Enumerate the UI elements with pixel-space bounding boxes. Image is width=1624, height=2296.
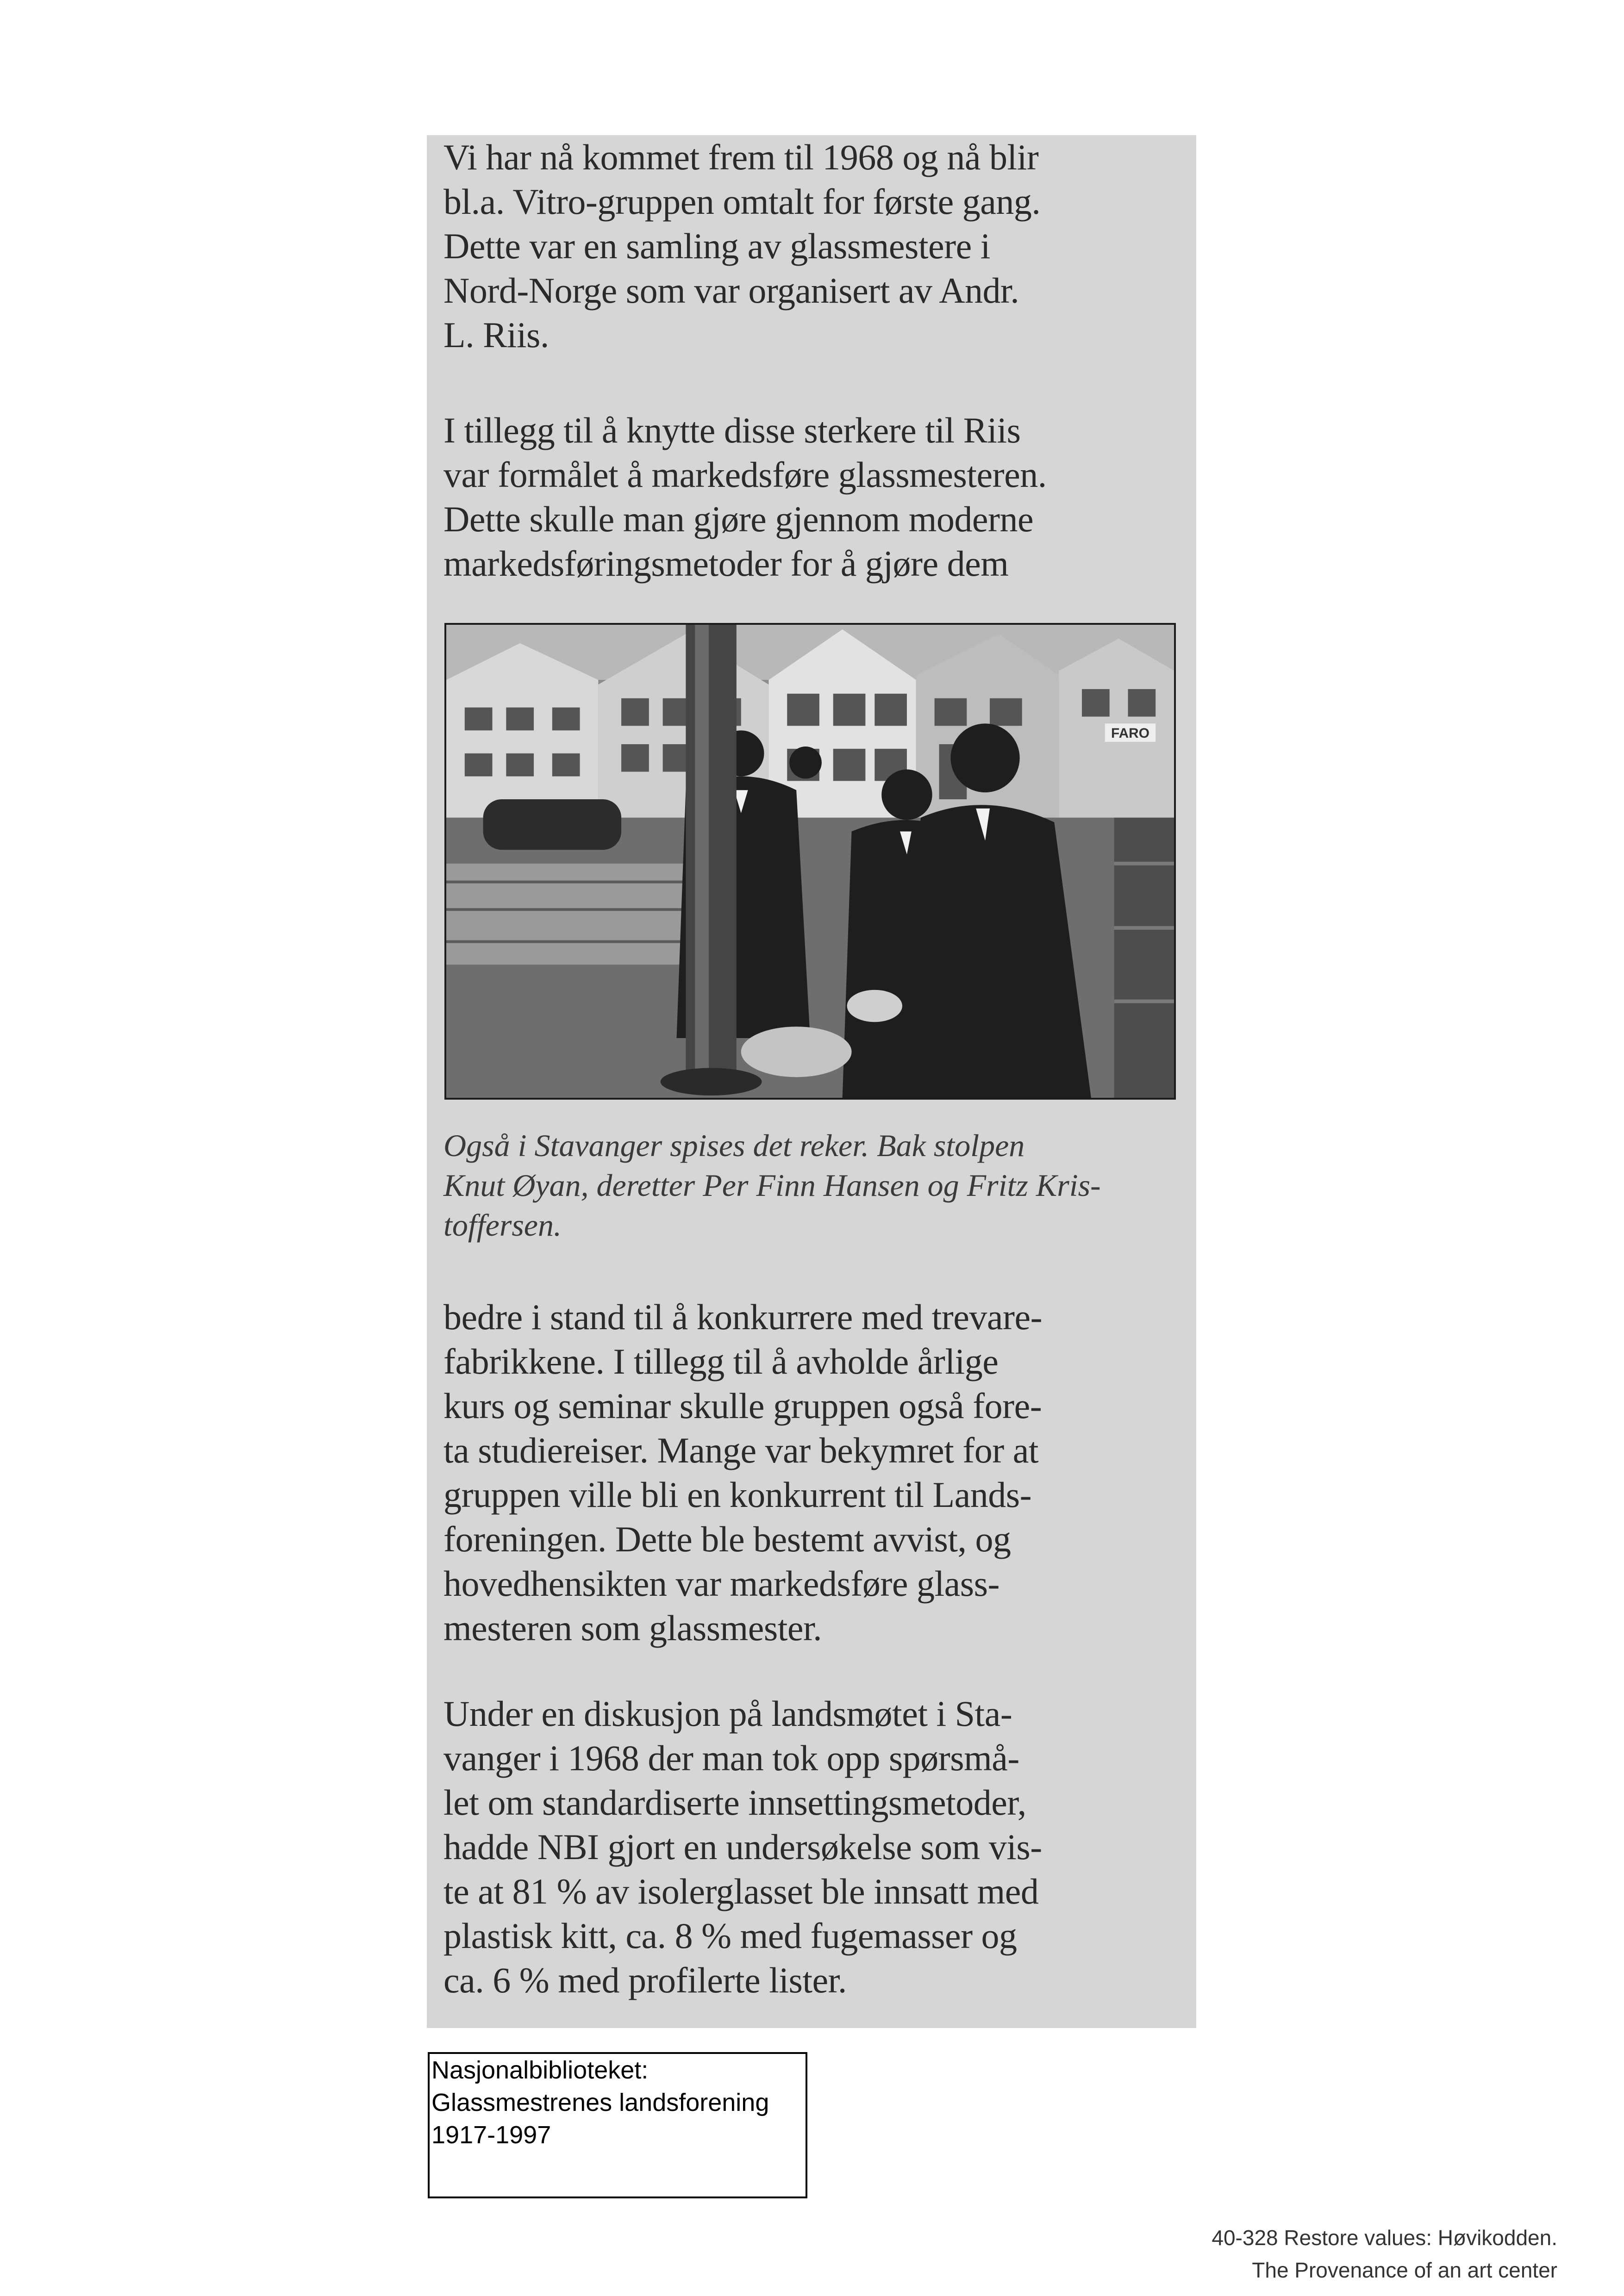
source-library: Nasjonalbiblioteket: <box>431 2056 649 2084</box>
scanned-page <box>427 135 1196 2028</box>
photograph-stavanger <box>444 623 1176 1100</box>
photo-caption: Også i Stavanger spises det reker. Bak stolpen Knut Øyan, deretter Per Finn Hansen og Fritz Kris- toffersen. <box>443 1128 1101 1243</box>
source-years: 1917-1997 <box>431 2121 551 2149</box>
building-sign: FARO <box>1111 726 1149 741</box>
paragraph-markedsforing: I tillegg til å knytte disse sterkere til Riis var formålet å markedsføre glassmesteren. Dette skulle man gjøre gjennom moderne markedsføringsmetoder for å gjøre dem <box>443 410 1047 584</box>
footer-subtitle: The Provenance of an art center <box>1252 2258 1557 2282</box>
page-footer <box>1212 2221 1557 2286</box>
paragraph-vitro-gruppen: Vi har nå kommet frem til 1968 og nå blir bl.a. Vitro-gruppen omtalt for første gang. Dette var en samling av glassmestere i Nord-Norge som var organisert av Andr. L. Riis. <box>443 137 1041 355</box>
source-title: Glassmestrenes landsforening <box>431 2089 769 2116</box>
paragraph-konkurrere: bedre i stand til å konkurrere med trevare- fabrikkene. I tillegg til å avholde årlige kurs og seminar skulle gruppen også fore- ta studiereiser. Mange var bekymret for at gruppen ville bli en konkurrent til Lands- foreningen. Dette ble bestemt avvist, og hovedhensikten var markedsføre glass- mesteren som glassmester. <box>443 1297 1043 1648</box>
source-citation-box <box>428 2052 807 2198</box>
footer-document-id: 40-328 Restore values: Høvikodden. <box>1212 2226 1557 2250</box>
paragraph-landsmotet: Under en diskusjon på landsmøtet i Sta- vanger i 1968 der man tok opp spørsmå- let om standardiserte innsettingsmetoder, hadde NBI gjort en undersøkelse som vis- te at 81 % av isolerglasset ble innsatt med plastisk kitt, ca. 8 % med fugemasser og ca. 6 % med profilerte lister. <box>443 1693 1042 2000</box>
